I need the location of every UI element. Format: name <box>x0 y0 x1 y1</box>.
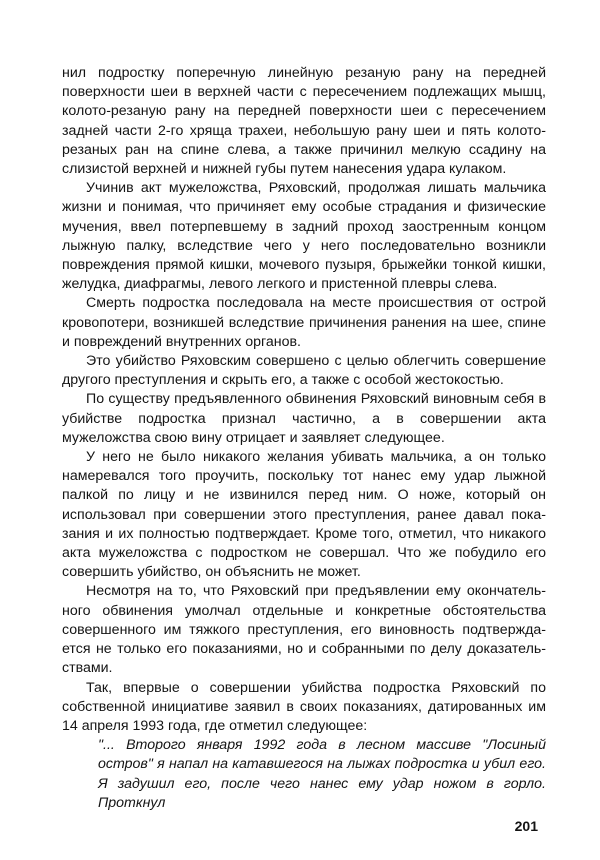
paragraph-5: По существу предъявленного обвинения Ряховский виновным себя в убийстве подростка признал частично, а в совершении акта мужеложства свою вину отрицает и заявляет следующее. <box>62 391 546 446</box>
paragraph-6: У него не было никакого желания убивать мальчика, а он только намеревался того проучить, поскольку тот нанес ему удар лыжной палкой по лицу и не извинился перед ним. О ноже, который он использовал при совершении этого преступления, ранее давал показания и их полностью подтверждает. Кроме того, отметил, что никакого акта мужеложства с подростком не совершал. Что же побудило его совершить убийство, он объяснить не может. <box>62 449 546 581</box>
paragraph-7: Несмотря на то, что Ряховский при предъявлении ему окончательного обвинения умолчал отдельные и конкретные обстоятельства совершенного им тяжкого преступления, его виновность подтверждается не только его показаниями, но и собранными по делу доказательствами. <box>62 583 546 677</box>
testimony-quote: "... Второго января 1992 года в лесном массиве "Лосиный остров" я напал на катавшегося на лыжах подростка и убил его. Я задушил его, после чего нанес ему удар ножом в горло. Проткнул <box>98 737 546 811</box>
paragraph-1: нил подростку поперечную линейную резаную рану на передней поверхности шеи в верхней части с пересечением подлежащих мышц, колото-резаную рану на передней поверхности шеи с пересечением задней части 2-го хряща трахеи, небольшую рану шеи и пять колото-резаных ран на спине слева, а также причинил мелкую ссадину на слизистой верхней и нижней губы путем нанесения удара кулаком. <box>62 65 546 178</box>
document-page <box>62 64 546 813</box>
paragraph-8: Так, впервые о совершении убийства подростка Ряховский по собственной инициативе заявил в своих показаниях, датированных им 14 апреля 1993 года, где отметил следующее: <box>62 679 546 734</box>
paragraph-2: Учинив акт мужеложства, Ряховский, продолжая лишать мальчика жизни и понимая, что причиняет ему особые страдания и физические мучения, ввел потерпевшему в задний проход заостренным концом лыжную палку, вследствие чего у него последовательно возникли повреждения прямой кишки, мочевого пузыря, брыжейки тонкой кишки, желудка, диафрагмы, левого легкого и пристенной плевры слева. <box>62 180 546 293</box>
page-number: 201 <box>514 818 538 834</box>
paragraph-4: Это убийство Ряховским совершено с целью облегчить совершение другого преступления и скрыть его, а также с особой жестокостью. <box>62 353 546 389</box>
paragraph-3: Смерть подростка последовала на месте происшествия от острой кровопотери, возникшей вследствие причинения ранения на шее, спине и повреждений внутренних органов. <box>62 295 546 350</box>
